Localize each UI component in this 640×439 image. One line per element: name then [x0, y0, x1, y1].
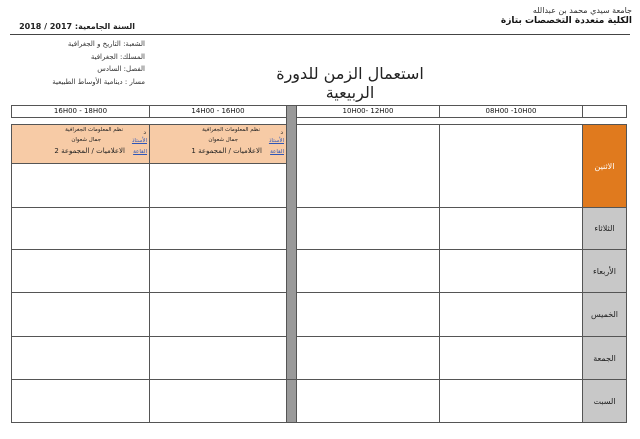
- session-group: الاعلاميات / المجموعة 2: [54, 147, 125, 155]
- session-room-label: القاعة: [133, 149, 147, 155]
- session-prof-label: الأستاذ: [268, 138, 284, 144]
- faculty-name: الكلية متعددة التخصصات بتازة: [500, 16, 632, 26]
- session-room-label: القاعة: [270, 149, 284, 155]
- day-wednesday: الأربعاء: [583, 250, 627, 293]
- page-title: استعمال الزمن للدورة الربيعية: [276, 64, 424, 102]
- cell-wednesday-08-10[interactable]: [440, 250, 583, 293]
- slot-header-corner: [583, 106, 627, 118]
- cell-tuesday-14-16[interactable]: [150, 208, 287, 250]
- cell-thursday-10-12[interactable]: [297, 293, 440, 337]
- track-label: المسلك: الجغرافية: [90, 52, 145, 61]
- day-friday: الجمعة: [583, 337, 627, 380]
- header-institution: [501, 6, 632, 27]
- lunch-separator: [287, 106, 297, 380]
- header-divider: [10, 34, 630, 35]
- lunch-separator-bottom: [287, 380, 297, 423]
- cell-wednesday-16-18[interactable]: [12, 250, 150, 293]
- session-prof: جمال شعوان: [208, 137, 238, 143]
- cell-thursday-16-18[interactable]: [12, 293, 150, 337]
- academic-year: السنة الجامعية: 2017 / 2018: [19, 22, 135, 31]
- cell-tuesday-10-12[interactable]: [297, 208, 440, 250]
- header-spacer: [150, 118, 287, 125]
- session-subject: نظم المعلومات الجغرافية: [202, 127, 260, 133]
- path-label: مسار : دينامية الأوساط الطبيعية: [52, 77, 145, 86]
- semester-label: الفصل: السادس: [97, 65, 145, 73]
- academic-year-block: [10, 14, 135, 33]
- session-prof-label: الأستاذ: [131, 138, 147, 144]
- cell-friday-10-12[interactable]: [297, 337, 440, 380]
- session-cell-group-1[interactable]: [150, 125, 287, 164]
- day-monday: الاثنين: [583, 125, 627, 208]
- day-thursday: الخميس: [583, 293, 627, 337]
- cell-friday-14-16[interactable]: [150, 337, 287, 380]
- program-info: [10, 38, 145, 88]
- cell-monday-10-12[interactable]: [297, 125, 440, 208]
- session-prof: جمال شعوان: [71, 137, 101, 143]
- day-tuesday: الثلاثاء: [583, 208, 627, 250]
- session-prof-prefix: د: [143, 129, 146, 136]
- slot-header-16-18: 16H00 - 18H00: [12, 106, 150, 118]
- cell-monday-14-16[interactable]: [150, 164, 287, 208]
- header-spacer: [12, 118, 150, 125]
- cell-friday-08-10[interactable]: [440, 337, 583, 380]
- branch-label: الشعبة: التاريخ و الجغرافية: [67, 40, 145, 48]
- cell-saturday-10-12[interactable]: [297, 380, 440, 423]
- session-group: الاعلاميات / المجموعة 1: [191, 147, 262, 155]
- slot-header-14-16: 14H00 - 16H00: [150, 106, 287, 118]
- header-spacer: [583, 118, 627, 125]
- session-cell-group-2[interactable]: [12, 125, 150, 164]
- session-prof-prefix: د: [280, 129, 283, 136]
- cell-saturday-16-18[interactable]: [12, 380, 150, 423]
- slot-header-10-12: 10H00- 12H00: [297, 106, 440, 118]
- cell-thursday-14-16[interactable]: [150, 293, 287, 337]
- cell-saturday-08-10[interactable]: [440, 380, 583, 423]
- cell-monday-16-18[interactable]: [12, 164, 150, 208]
- header-spacer: [440, 118, 583, 125]
- session-subject: نظم المعلومات الجغرافية: [65, 127, 123, 133]
- header-spacer: [297, 118, 440, 125]
- cell-tuesday-08-10[interactable]: [440, 208, 583, 250]
- cell-wednesday-14-16[interactable]: [150, 250, 287, 293]
- cell-friday-16-18[interactable]: [12, 337, 150, 380]
- timetable: [11, 105, 627, 423]
- day-saturday: السبت: [583, 380, 627, 423]
- cell-monday-08-10[interactable]: [440, 125, 583, 208]
- cell-thursday-08-10[interactable]: [440, 293, 583, 337]
- cell-saturday-14-16[interactable]: [150, 380, 287, 423]
- cell-wednesday-10-12[interactable]: [297, 250, 440, 293]
- cell-tuesday-16-18[interactable]: [12, 208, 150, 250]
- slot-header-08-10: 08H00 -10H00: [440, 106, 583, 118]
- university-name: جامعة سيدي محمد بن عبدالله: [532, 6, 632, 15]
